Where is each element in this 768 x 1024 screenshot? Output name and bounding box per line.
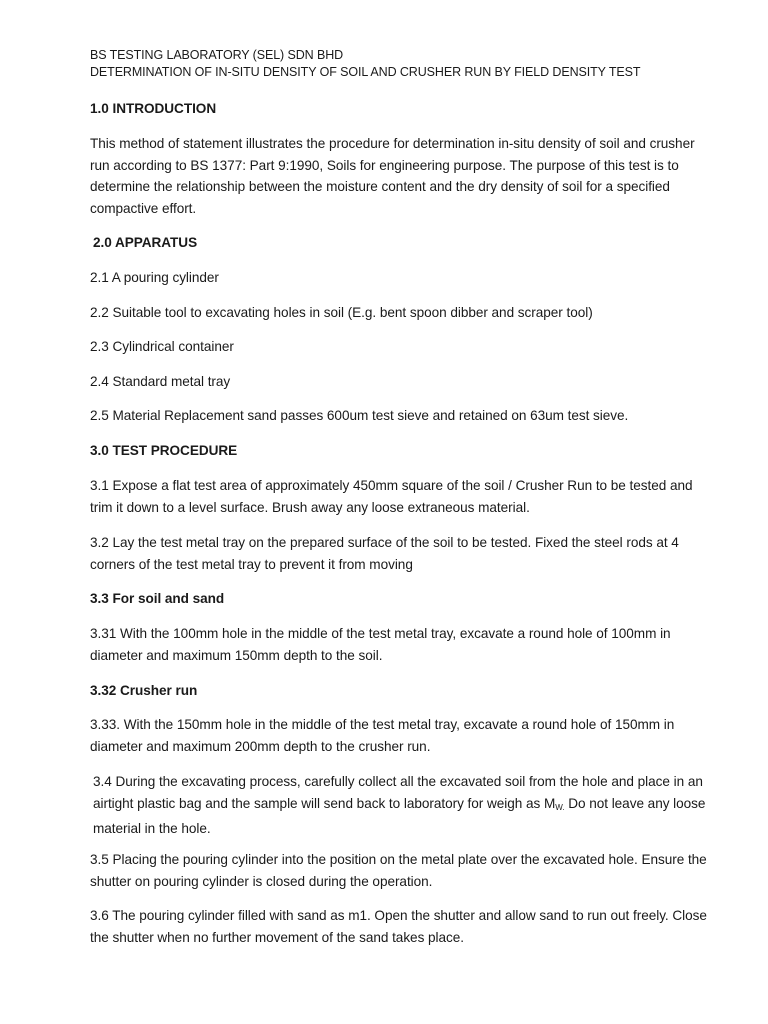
procedure-step: 3.6 The pouring cylinder filled with sand as m1. Open the shutter and allow sand to run out freely. Close the shutter when no further movement of the sand takes place.	[90, 908, 707, 945]
crusher-run-heading: 3.32 Crusher run	[90, 683, 198, 698]
apparatus-item: 2.2 Suitable tool to excavating holes in soil (E.g. bent spoon dibber and scraper tool)	[90, 305, 593, 320]
document-header	[90, 47, 640, 81]
document-title: DETERMINATION OF IN-SITU DENSITY OF SOIL AND CRUSHER RUN BY FIELD DENSITY TEST	[90, 65, 641, 79]
weight-subscript: W.	[555, 802, 565, 812]
procedure-step: 3.1 Expose a flat test area of approximately 450mm square of the soil / Crusher Run to be tested and trim it down to a level surface. Brush away any loose extraneous material.	[90, 478, 693, 515]
apparatus-item: 2.1 A pouring cylinder	[90, 270, 219, 285]
apparatus-item: 2.5 Material Replacement sand passes 600um test sieve and retained on 63um test sieve.	[90, 408, 629, 423]
procedure-heading: 3.0 TEST PROCEDURE	[90, 443, 238, 458]
soil-sand-heading: 3.3 For soil and sand	[90, 591, 225, 606]
intro-paragraph: This method of statement illustrates the procedure for determination in-situ density of soil and crusher run according to BS 1377: Part 9:1990, Soils for engineering purpose. The purpose of this test is to determine the relationship between the moisture content and the dry density of soil for a specified compactive effort.	[90, 136, 695, 216]
procedure-step: 3.2 Lay the test metal tray on the prepared surface of the soil to be tested. Fixed the steel rods at 4 corners of the test metal tray to prevent it from moving	[90, 535, 679, 572]
apparatus-heading: 2.0 APPARATUS	[93, 235, 198, 250]
step-text: Do not leave any loose material in the hole.	[93, 795, 706, 836]
apparatus-item: 2.3 Cylindrical container	[90, 339, 234, 354]
procedure-step: 3.33. With the 150mm hole in the middle of the test metal tray, excavate a round hole of 150mm in diameter and maximum 200mm depth to the crusher run.	[90, 717, 675, 754]
procedure-step: 3.31 With the 100mm hole in the middle of the test metal tray, excavate a round hole of 100mm in diameter and maximum 150mm depth to the soil.	[90, 626, 671, 663]
step-text: 3.4 During the excavating process, carefully collect all the excavated soil from the hole and place in an airtight plastic bag and the sample will send back to laboratory for weigh as M	[93, 774, 703, 811]
procedure-step: 3.5 Placing the pouring cylinder into the position on the metal plate over the excavated hole. Ensure the shutter on pouring cylinder is closed during the operation.	[90, 852, 707, 889]
procedure-step-3-4	[90, 771, 715, 840]
apparatus-item: 2.4 Standard metal tray	[90, 374, 231, 389]
intro-heading: 1.0 INTRODUCTION	[90, 101, 217, 116]
company-name: BS TESTING LABORATORY (SEL) SDN BHD	[90, 48, 344, 62]
